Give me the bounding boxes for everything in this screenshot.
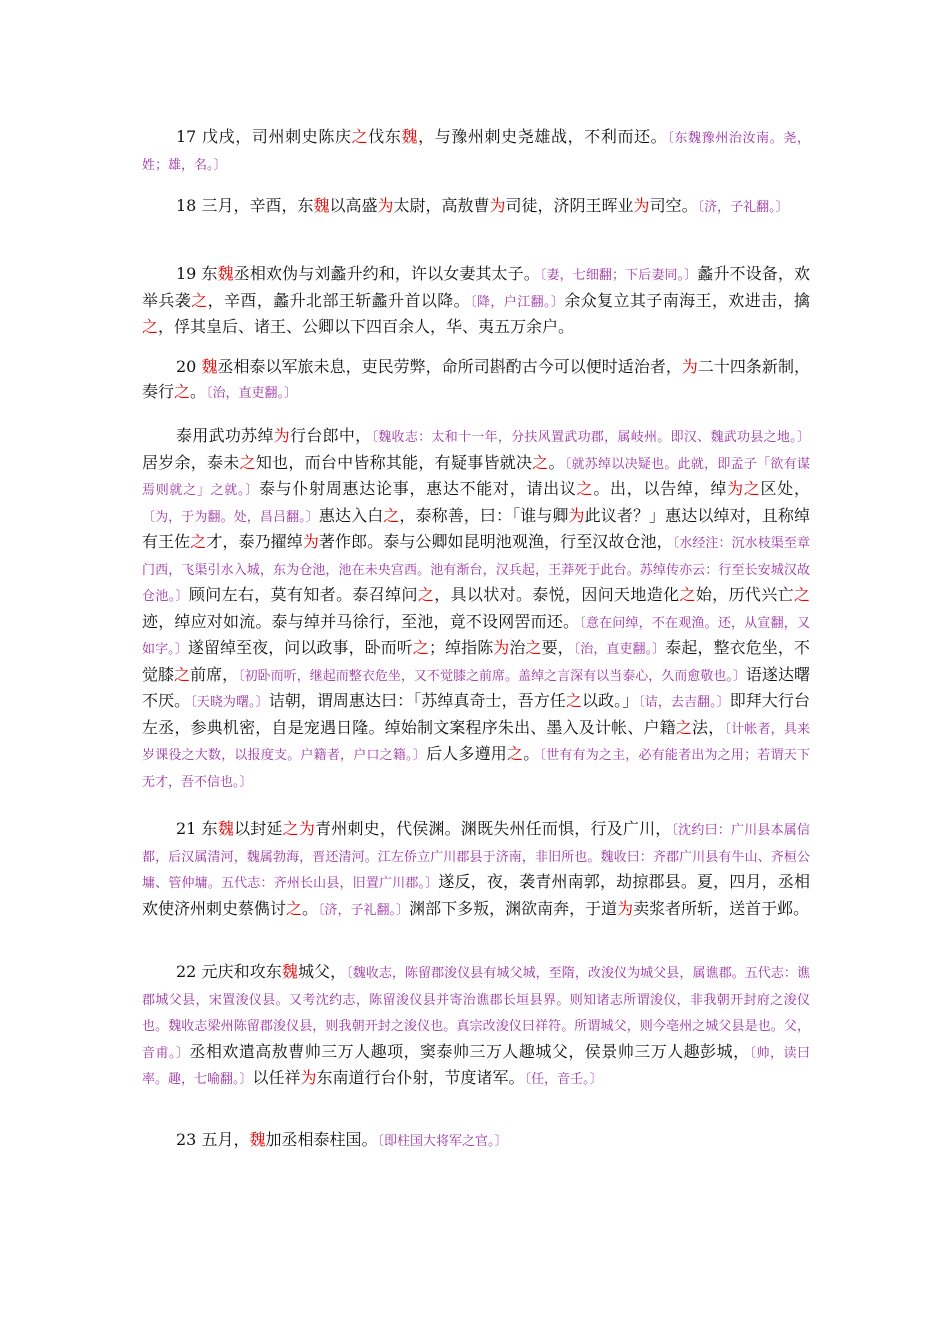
text-segment: 卖浆者所斩，送首于邺。: [633, 898, 810, 918]
highlighted-char: 为: [617, 898, 634, 918]
annotation-note: 〔诘，去吉翻。〕: [638, 695, 730, 710]
text-segment: 要，: [541, 638, 574, 657]
text-segment: 此议者？」惠达以绰对，且称绰有王佐: [142, 505, 810, 551]
highlighted-char: 之: [525, 638, 542, 657]
paragraph-22: [142, 960, 810, 1093]
annotation-note: 〔世有有为之主，必有能者出为之用；若谓天下无才，吾不信也。〕: [142, 748, 810, 790]
text-segment: 丞相欢遣高敖曹帅三万人趣项，窦泰帅三万人趣城父，侯景帅三万人趣彭城，: [189, 1041, 750, 1061]
annotation-note: 〔帅，读曰率。趣，七喻翻。〕: [142, 1045, 810, 1087]
text-segment: 。出，以告绰，绰: [593, 479, 728, 498]
text-segment: 伐东: [368, 127, 402, 146]
text-segment: 始，历代兴亡: [695, 585, 794, 604]
annotation-note: 〔任，音壬。〕: [524, 1072, 603, 1087]
highlighted-char: 为: [568, 505, 585, 525]
highlighted-char: 为: [302, 532, 319, 551]
text-segment: 法，: [692, 717, 725, 737]
text-segment: 城父，: [297, 962, 347, 981]
text-segment: 加丞相泰柱国。: [265, 1130, 378, 1149]
text-segment: 22 元庆和攻东: [176, 962, 282, 981]
text-segment: 诘朝，谓周惠达曰：「苏绰真奇士，吾方任: [268, 691, 566, 710]
text-segment: 前席，: [190, 664, 239, 684]
highlighted-char: 之: [675, 717, 693, 737]
text-segment: 青州刺史，代侯渊。渊既失州任而惧，行及广川，: [315, 819, 672, 838]
annotation-note: 〔魏收志：太和十一年，分扶风置武功郡，属岐州。即汉、魏武功县之地。〕: [371, 430, 810, 445]
paragraph-19: [142, 262, 810, 340]
text-segment: 即拜大行台左丞，参典机密，自是宠遇日隆。绰始制文案程序朱出、墨入及计帐、户籍: [142, 691, 810, 737]
highlighted-char: 为之: [727, 479, 761, 498]
text-segment: 著作郎。泰与公卿如昆明池观渔，行至汉故仓池，: [318, 532, 673, 551]
paragraph-18: [142, 194, 810, 221]
text-segment: 遂反，夜，袭青州南郭，劫掠郡县。夏，四月，丞相欢使济州刺史蔡儁讨: [142, 872, 810, 918]
text-segment: 东南道行台仆射，节度诸军。: [316, 1068, 525, 1087]
highlighted-char: 为: [681, 357, 698, 376]
text-segment: 惠达入白: [318, 505, 384, 525]
highlighted-char: 之: [793, 585, 810, 604]
highlighted-char: 之: [286, 898, 303, 918]
highlighted-char: 魏: [401, 127, 419, 146]
highlighted-char: 为: [377, 196, 394, 215]
highlighted-char: 为: [489, 196, 506, 215]
text-segment: 19 东: [176, 264, 218, 283]
highlighted-char: 魏: [201, 357, 218, 376]
annotation-note: 〔治，直吏翻。〕: [206, 385, 298, 401]
text-segment: ，辛酉，蠡升北部王斩蠡升首以降。: [207, 290, 471, 310]
highlighted-char: 之: [383, 505, 400, 525]
paragraph-20: [142, 355, 810, 406]
highlighted-char: 之: [142, 317, 159, 336]
text-segment: 。: [302, 898, 319, 918]
text-segment: 以任祥: [252, 1068, 301, 1087]
highlighted-char: 之: [412, 638, 429, 657]
text-segment: 治: [509, 638, 526, 657]
text-segment: 遂留绰至夜，问以政事，卧而听: [187, 638, 413, 657]
text-segment: 23 五月，: [176, 1130, 250, 1149]
highlighted-char: 为: [493, 638, 510, 657]
text-segment: 泰用武功苏绰: [176, 426, 274, 445]
paragraph-su-chuo: [142, 424, 810, 795]
highlighted-char: 魏: [217, 819, 235, 838]
highlighted-char: 之: [679, 585, 696, 604]
text-segment: 后人多遵用: [425, 744, 507, 763]
highlighted-char: 之: [174, 381, 191, 401]
text-segment: 司空。: [649, 196, 698, 215]
text-segment: 语遂达曙不厌。: [142, 664, 810, 710]
annotation-note: 〔天晓为曙。〕: [190, 695, 269, 710]
annotation-note: 〔计帐者，具来岁课役之大数，以报度支。户籍者，户口之籍。〕: [142, 721, 810, 763]
text-segment: 顾问左右，莫有知者。泰召绰问: [188, 585, 418, 604]
text-segment: 丞相泰以军旅未息，吏民劳弊，命所司斟酌古今可以便时适治者，: [217, 357, 682, 376]
annotation-note: 〔妻，七细翻；下后妻同。〕: [539, 268, 698, 283]
text-segment: 。: [190, 381, 207, 401]
text-segment: 21 东: [176, 819, 218, 838]
text-segment: 以政。」: [581, 691, 639, 710]
text-segment: 迹，绰应对如流。泰与绰并马徐行，至池，竟不设网罟而还。: [142, 611, 580, 631]
annotation-note: 〔济，子礼翻。〕: [697, 200, 789, 215]
highlighted-char: 之: [532, 452, 549, 472]
annotation-note: 〔初卧而听，继起而整衣危坐，又不觉膝之前席。盖绰之言深有以当泰心，久而愈敬也。〕: [238, 668, 746, 684]
highlighted-char: 之: [191, 290, 208, 310]
annotation-note: 〔即柱国大将军之官。〕: [377, 1134, 508, 1149]
highlighted-char: 之: [239, 452, 256, 472]
annotation-note: 〔为，于为翻。处，昌吕翻。〕: [142, 509, 319, 525]
text-segment: 行台郎中，: [290, 426, 372, 445]
text-segment: 渊部下多叛，渊欲南奔，于道: [409, 898, 618, 918]
text-segment: ，与豫州刺史尧雄战，不利而还。: [418, 127, 668, 146]
highlighted-char: 之: [190, 532, 207, 551]
text-segment: 泰起，整衣危坐，不觉膝: [142, 638, 810, 684]
text-segment: 。: [523, 744, 540, 763]
text-segment: 丞相欢伪与刘蠡升约和，许以女妻其太子。: [233, 264, 540, 283]
text-segment: 司徒，济阴王晖业: [505, 196, 634, 215]
text-segment: 二十四条新制，奏行: [142, 357, 810, 401]
text-segment: 以高盛: [329, 196, 378, 215]
highlighted-char: 为: [300, 1068, 317, 1087]
text-segment: 泰与仆射周惠达论事，惠达不能对，请出议: [258, 479, 577, 498]
text-segment: 以封延: [234, 819, 283, 838]
annotation-note: 〔魏收志，陈留郡浚仪县有城父城，至隋，改浚仪为城父县，属谯郡。五代志：谯郡城父县，宋置浚仪县。又考沈约志，陈留浚仪县并寄治谯郡长垣县界。则知诸志所谓浚仪，非我朝开封府之浚仪也。魏收志梁州陈留郡浚仪县，则我朝开封之浚仪也。真宗改浚仪曰祥符。所谓城父，则今亳州之城父县是也。父，音甫。〕: [142, 966, 810, 1061]
annotation-note: 〔沈约曰：广川县本属信都，后汉属清河，魏属勃海，晋还清河。江左侨立广川郡县于济南，非旧所也。魏收曰：齐郡广川县有牛山、齐桓公墉、管仲墉。五代志：齐州长山县，旧置广川郡。〕: [142, 823, 810, 891]
text-segment: 18 三月，辛酉，东: [176, 196, 314, 215]
paragraph-21: [142, 817, 810, 923]
text-segment: 太尉，高敖曹: [393, 196, 490, 215]
highlighted-char: 之: [174, 664, 191, 684]
highlighted-char: 之为: [282, 819, 316, 838]
text-segment: 17 戊戌，司州刺史陈庆: [176, 127, 352, 146]
annotation-note: 〔意在问绰，不在观渔。还，从宣翻，又如字。〕: [142, 615, 810, 657]
highlighted-char: 魏: [313, 196, 330, 215]
text-segment: ，泰称善，曰：「谁与卿: [399, 505, 569, 525]
highlighted-char: 魏: [217, 264, 234, 283]
text-segment: 知也，而台中皆称其能，有疑事皆就决: [255, 452, 533, 472]
highlighted-char: 之: [417, 585, 435, 604]
highlighted-char: 魏: [281, 962, 298, 981]
text-segment: 才，泰乃擢绰: [206, 532, 303, 551]
annotation-note: 〔治，直吏翻。〕: [573, 642, 666, 657]
text-segment: 。: [548, 452, 565, 472]
text-segment: 20: [176, 357, 202, 376]
text-segment: 居岁余，泰未: [142, 452, 240, 472]
highlighted-char: 之: [351, 127, 369, 146]
text-segment: 区处，: [760, 479, 810, 498]
paragraph-17: [142, 125, 810, 178]
annotation-note: 〔降，户江翻。〕: [470, 294, 565, 310]
annotation-note: 〔水经注：沉水枝渠至章门西，飞渠引水入城，东为仓池，池在未央宫西。池有渐台，汉兵起，王莽死于此台。苏绰传亦云：行至长安城汉故仓池。〕: [142, 536, 810, 604]
text-segment: 蠡升不设备，欢举兵袭: [142, 264, 810, 310]
highlighted-char: 之: [565, 691, 582, 710]
text-segment: 余众复立其子南海王，欢进击，擒: [564, 290, 810, 310]
text-segment: ；绰指陈: [428, 638, 494, 657]
highlighted-char: 之: [506, 744, 524, 763]
text-segment: ，具以状对。泰悦，因问天地造化: [434, 585, 680, 604]
highlighted-char: 为: [273, 426, 291, 445]
annotation-note: 〔就苏绰以决疑也。此就，即孟子「欲有谋焉则就之」之就。〕: [142, 456, 810, 498]
paragraph-23: [142, 1128, 810, 1155]
annotation-note: 〔东魏豫州治汝南。尧，姓；雄，名。〕: [142, 131, 810, 173]
highlighted-char: 魏: [249, 1130, 266, 1149]
highlighted-char: 之: [576, 479, 594, 498]
highlighted-char: 为: [633, 196, 650, 215]
annotation-note: 〔济，子礼翻。〕: [318, 902, 410, 918]
text-segment: ，俘其皇后、诸王、公卿以下四百余人，华、夷五万余户。: [158, 317, 575, 336]
